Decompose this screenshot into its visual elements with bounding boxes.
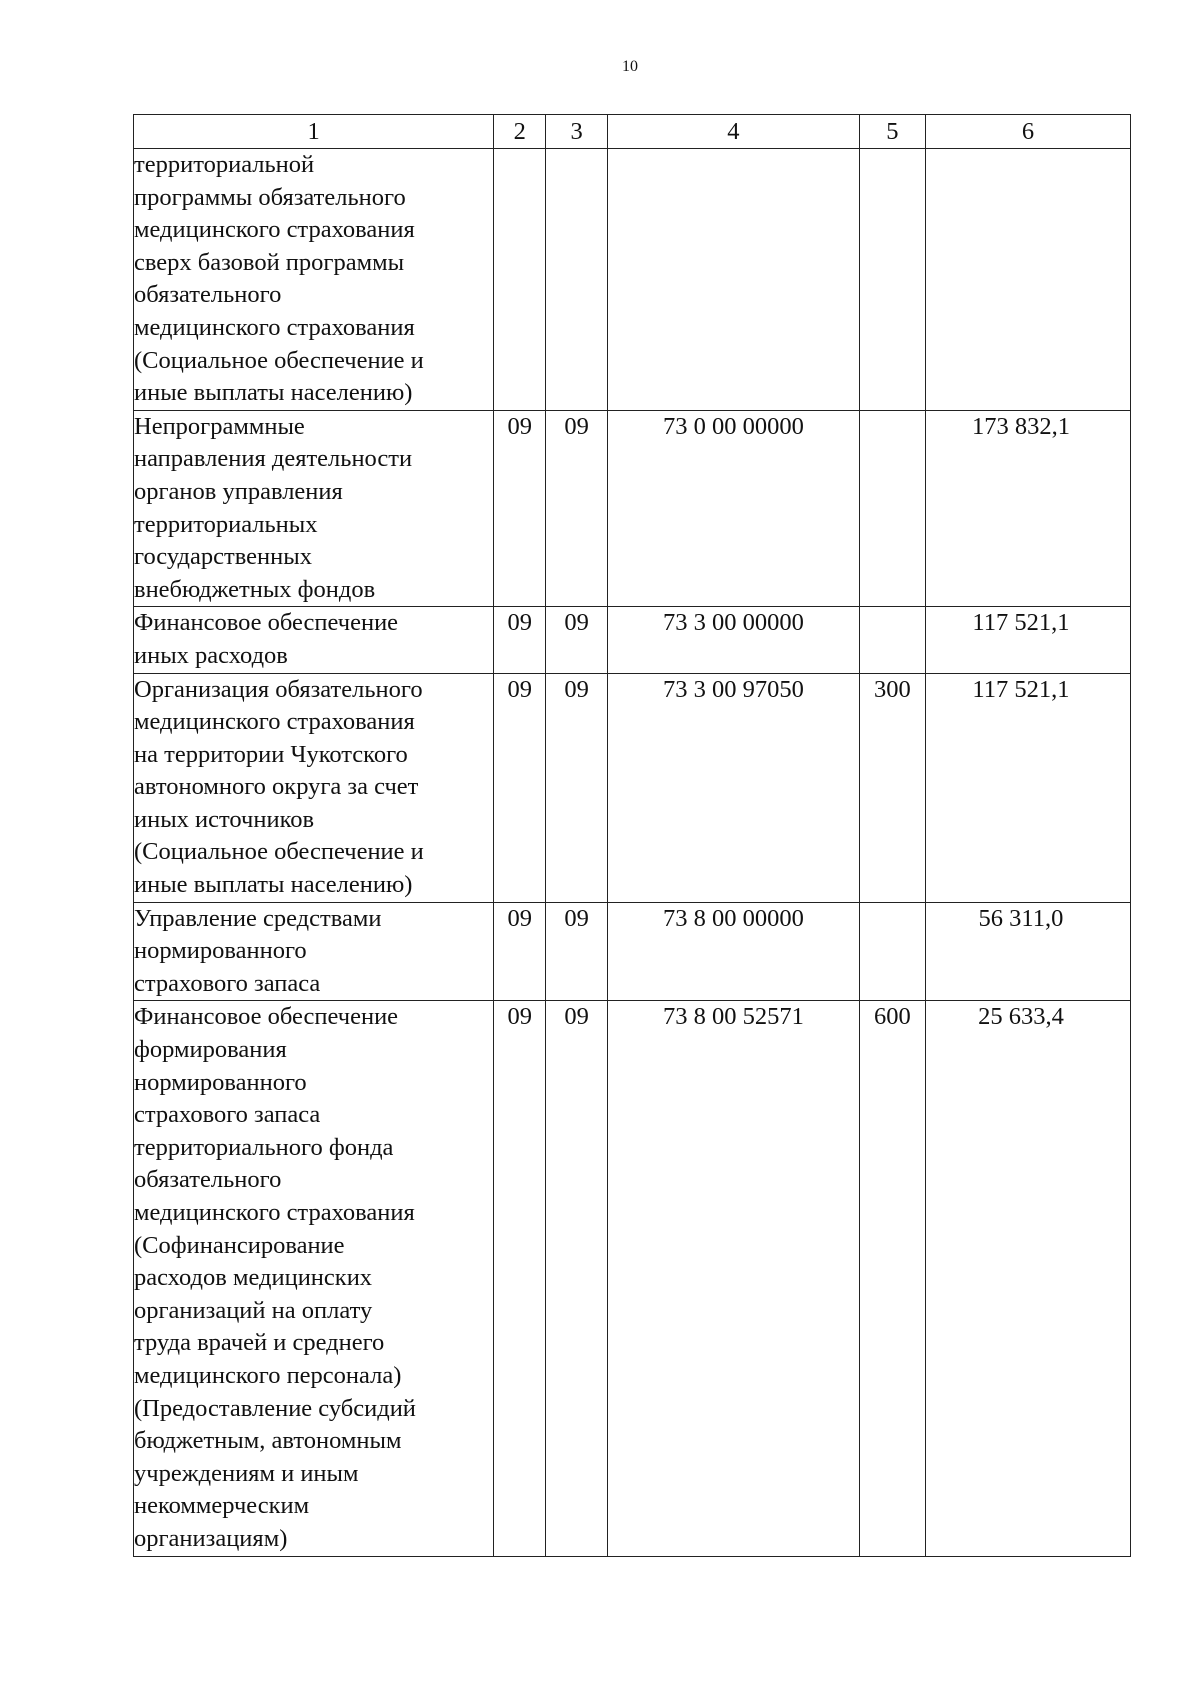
amount: 117 521,1 — [925, 673, 1130, 902]
row-name-line: медицинского страхования — [134, 708, 415, 736]
row-name-line: внебюджетных фондов — [134, 575, 376, 603]
row-name-line: (Социальное обеспечение и — [134, 346, 424, 374]
row-name-line: территориального фонда — [134, 1133, 394, 1161]
row-name-line: медицинского страхования — [134, 216, 415, 244]
row-name — [134, 1001, 494, 1556]
column-header-1: 1 — [134, 115, 494, 149]
row-name-line: организациям) — [134, 1524, 288, 1552]
row-name-line: медицинского страхования — [134, 313, 415, 341]
page-number: 10 — [622, 58, 638, 75]
target-article-code: 73 3 00 00000 — [608, 607, 860, 673]
table-row — [134, 149, 1131, 411]
row-name-line: труда врачей и среднего — [134, 1329, 385, 1357]
expense-type-code — [859, 607, 925, 673]
target-article-code: 73 0 00 00000 — [608, 410, 860, 607]
row-name-line: Организация обязательного — [134, 675, 423, 703]
table-row — [134, 410, 1131, 607]
amount: 117 521,1 — [925, 607, 1130, 673]
table-body — [134, 149, 1131, 1557]
row-name-line: органов управления — [134, 477, 343, 505]
subsection-code: 09 — [546, 673, 608, 902]
row-name — [134, 607, 494, 673]
expense-type-code: 300 — [859, 673, 925, 902]
row-name-line: нормированного — [134, 1068, 307, 1096]
row-name-line: иных источников — [134, 805, 315, 833]
row-name-line: учреждениям и иным — [134, 1459, 359, 1487]
expense-type-code — [859, 149, 925, 411]
row-name-line: автономного округа за счет — [134, 773, 419, 801]
subsection-code: 09 — [546, 607, 608, 673]
row-name-line: страхового запаса — [134, 969, 321, 997]
section-code — [494, 149, 546, 411]
row-name-line: направления деятельности — [134, 445, 413, 473]
row-name-line: организаций на оплату — [134, 1296, 373, 1324]
row-name-line: на территории Чукотского — [134, 740, 408, 768]
row-name-line: формирования — [134, 1036, 287, 1064]
target-article-code: 73 8 00 00000 — [608, 902, 860, 1001]
column-header-2: 2 — [494, 115, 546, 149]
row-name-line: (Предоставление субсидий — [134, 1394, 416, 1422]
row-name-line: территориальной — [134, 151, 315, 178]
column-header-5: 5 — [859, 115, 925, 149]
table-header — [134, 115, 1131, 149]
row-name-line: Непрограммные — [134, 412, 305, 440]
column-header-3: 3 — [546, 115, 608, 149]
row-name-line: обязательного — [134, 1166, 282, 1194]
row-name — [134, 673, 494, 902]
subsection-code: 09 — [546, 410, 608, 607]
subsection-code — [546, 149, 608, 411]
budget-table — [133, 114, 1131, 1557]
section-code: 09 — [494, 673, 546, 902]
row-name-line: бюджетным, автономным — [134, 1427, 402, 1455]
row-name-line: обязательного — [134, 281, 282, 309]
row-name-line: расходов медицинских — [134, 1264, 373, 1292]
row-name-line: медицинского персонала) — [134, 1361, 402, 1389]
expense-type-code: 600 — [859, 1001, 925, 1556]
table-row — [134, 1001, 1131, 1556]
table-row — [134, 673, 1131, 902]
row-name-line: страхового запаса — [134, 1101, 321, 1129]
row-name-line: иных расходов — [134, 641, 288, 669]
row-name-line: иные выплаты населению) — [134, 379, 413, 407]
table-row — [134, 902, 1131, 1001]
amount: 25 633,4 — [925, 1001, 1130, 1556]
section-code: 09 — [494, 410, 546, 607]
row-name-line: нормированного — [134, 937, 307, 965]
row-name-line: программы обязательного — [134, 183, 406, 211]
expense-type-code — [859, 410, 925, 607]
header-row — [134, 115, 1131, 149]
row-name-line: Управление средствами — [134, 904, 382, 932]
amount: 56 311,0 — [925, 902, 1130, 1001]
table-row — [134, 607, 1131, 673]
row-name-line: медицинского страхования — [134, 1199, 415, 1226]
row-name-line: иные выплаты населению) — [134, 871, 413, 899]
subsection-code: 09 — [546, 902, 608, 1001]
row-name-line: государственных — [134, 543, 312, 571]
section-code: 09 — [494, 1001, 546, 1556]
amount: 173 832,1 — [925, 410, 1130, 607]
row-name — [134, 410, 494, 607]
row-name-line: некоммерческим — [134, 1492, 310, 1520]
section-code: 09 — [494, 902, 546, 1001]
row-name-line: Финансовое обеспечение — [134, 1003, 399, 1031]
row-name — [134, 149, 494, 411]
section-code: 09 — [494, 607, 546, 673]
target-article-code — [608, 149, 860, 411]
row-name-line: (Софинансирование — [134, 1231, 345, 1259]
row-name-line: территориальных — [134, 510, 318, 538]
amount — [925, 149, 1130, 411]
row-name-line: Финансовое обеспечение — [134, 609, 399, 637]
row-name-line: сверх базовой программы — [134, 248, 405, 276]
target-article-code: 73 3 00 97050 — [608, 673, 860, 902]
subsection-code: 09 — [546, 1001, 608, 1556]
target-article-code: 73 8 00 52571 — [608, 1001, 860, 1556]
row-name-line: (Социальное обеспечение и — [134, 838, 424, 866]
row-name — [134, 902, 494, 1001]
expense-type-code — [859, 902, 925, 1001]
column-header-6: 6 — [925, 115, 1130, 149]
column-header-4: 4 — [608, 115, 860, 149]
